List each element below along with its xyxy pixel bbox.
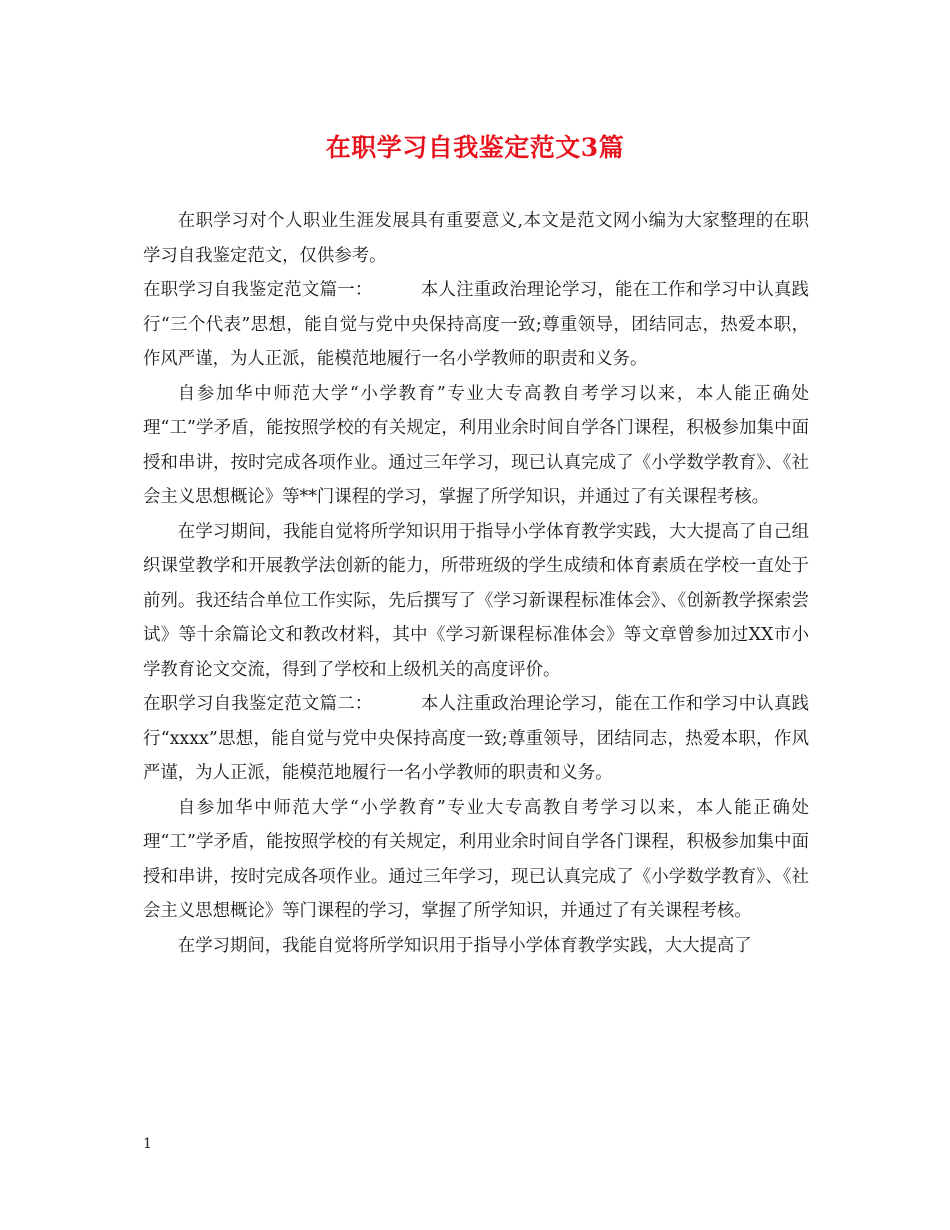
section2-heading: 在职学习自我鉴定范文篇二： bbox=[143, 694, 373, 714]
section1-first-paragraph bbox=[143, 273, 809, 377]
section1-heading: 在职学习自我鉴定范文篇一： bbox=[143, 280, 373, 300]
section1-paragraph-2: 自参加华中师范大学“小学教育”专业大专高教自考学习以来，本人能正确处理“工”学矛盾，能按照学校的有关规定，利用业余时间自学各门课程，积极参加集中面授和串讲，按时完成各项作业。通过三年学习，现已认真完成了《小学数学教育》、《社会主义思想概论》等**门课程的学习，掌握了所学知识，并通过了有关课程考核。 bbox=[143, 383, 809, 507]
section1-paragraph-1: 本人注重政治理论学习，能在工作和学习中认真践行“三个代表”思想，能自觉与党中央保持高度一致;尊重领导，团结同志，热爱本职，作风严谨，为人正派，能模范地履行一名小学教师的职责和义务。 bbox=[143, 280, 809, 369]
intro-paragraph: 在职学习对个人职业生涯发展具有重要意义,本文是范文网小编为大家整理的在职学习自我鉴定范文，仅供参考。 bbox=[143, 211, 809, 266]
section2-paragraph-3: 在学习期间，我能自觉将所学知识用于指导小学体育教学实践，大大提高了 bbox=[177, 935, 752, 956]
section2-paragraph-1: 本人注重政治理论学习，能在工作和学习中认真践行“xxxx”思想，能自觉与党中央保持高度一致;尊重领导，团结同志，热爱本职，作风严谨，为人正派，能模范地履行一名小学教师的职责和义务。 bbox=[143, 694, 809, 783]
section2-paragraph-2: 自参加华中师范大学“小学教育”专业大专高教自考学习以来，本人能正确处理“工”学矛盾，能按照学校的有关规定，利用业余时间自学各门课程，积极参加集中面授和串讲，按时完成各项作业。通过三年学习，现已认真完成了《小学数学教育》、《社会主义思想概论》等门课程的学习，掌握了所学知识，并通过了有关课程考核。 bbox=[143, 797, 809, 921]
document-title: 在职学习自我鉴定范文3篇 bbox=[325, 133, 625, 162]
section2-first-paragraph bbox=[143, 687, 809, 791]
page-number: 1 bbox=[143, 1136, 152, 1152]
document-body bbox=[143, 204, 809, 963]
section1-paragraph-3: 在学习期间，我能自觉将所学知识用于指导小学体育教学实践，大大提高了自己组织课堂教学和开展教学法创新的能力，所带班级的学生成绩和体育素质在学校一直处于前列。我还结合单位工作实际，先后撰写了《学习新课程标准体会》、《创新教学探索尝试》等十余篇论文和教改材料，其中《学习新课程标准体会》等文章曾参加过XX市小学教育论文交流，得到了学校和上级机关的高度评价。 bbox=[143, 521, 809, 680]
